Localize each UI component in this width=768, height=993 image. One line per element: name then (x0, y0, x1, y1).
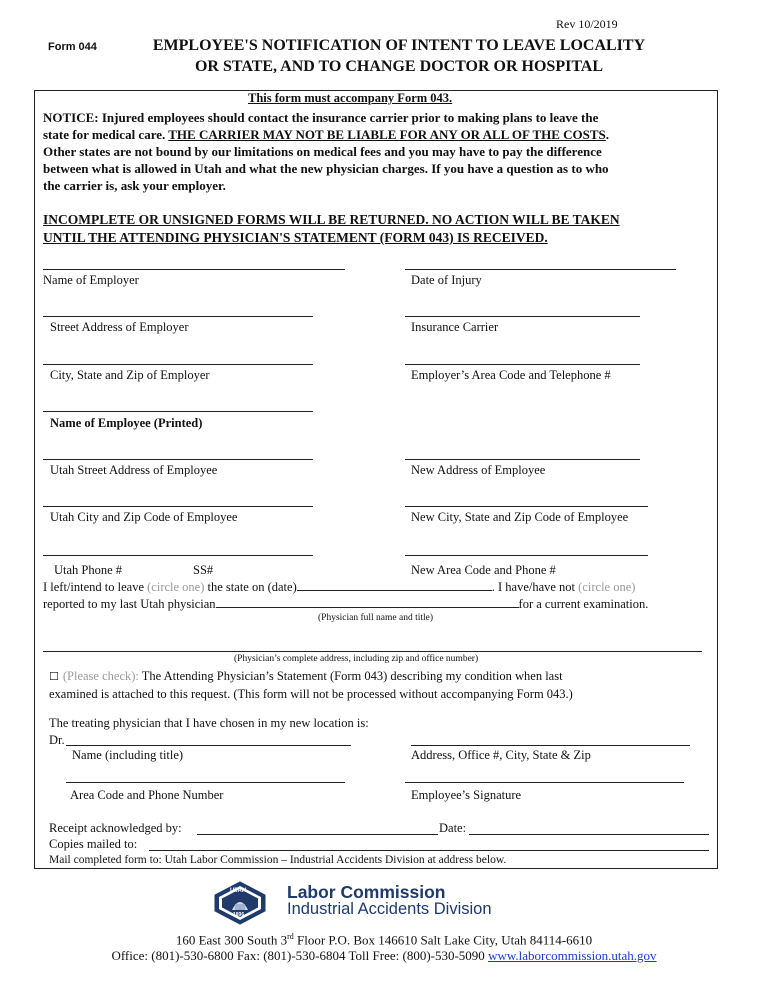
employer-name-field[interactable] (43, 269, 345, 270)
ss-label: SS# (193, 563, 214, 577)
please-check-checkbox[interactable]: ☐ (49, 670, 59, 683)
org-name: Labor Commission (287, 882, 446, 902)
revision-label: Rev 10/2019 (556, 17, 618, 31)
date-label: Date: (439, 821, 467, 835)
physician-name-caption: (Physician full name and title) (318, 613, 434, 623)
receipt-date-field[interactable] (469, 834, 709, 835)
new-phone-label: New Area Code and Phone # (411, 563, 556, 577)
utah-city-field[interactable] (43, 506, 313, 507)
receipt-label: Receipt acknowledged by: (49, 821, 182, 835)
notice-line-4: between what is allowed in Utah and what the new physician charges. If you have a question as to who (43, 161, 609, 176)
new-address-field[interactable] (405, 459, 640, 460)
new-physician-address-field[interactable] (411, 745, 690, 746)
area-code-phone-label: Area Code and Phone Number (70, 788, 224, 802)
last-physician-field[interactable] (216, 596, 519, 608)
employee-name-field[interactable] (43, 411, 313, 412)
reported-statement: reported to my last Utah physician for a current examination. (43, 597, 649, 611)
utah-phone-field[interactable] (43, 555, 313, 556)
utah-city-label: Utah City and Zip Code of Employee (50, 510, 238, 524)
utah-phone-label: Utah Phone # (54, 563, 123, 577)
notice-line-3: Other states are not bound by our limitations on medical fees and you may have to pay the difference (43, 144, 602, 159)
must-accompany-note: This form must accompany Form 043. (248, 91, 453, 105)
warning-line-1: INCOMPLETE OR UNSIGNED FORMS WILL BE RETURNED. NO ACTION WILL BE TAKEN (43, 212, 620, 227)
dr-prefix: Dr. (49, 733, 65, 747)
form-number: Form 044 (48, 41, 97, 53)
new-physician-name-field[interactable] (66, 745, 351, 746)
leave-statement: I left/intend to leave (circle one) the state on (date) . I have/have not (circle one) (43, 580, 636, 594)
form-title-line2: OR STATE, AND TO CHANGE DOCTOR OR HOSPITAL (194, 58, 604, 75)
footer-address: 160 East 300 South 3rd Floor P.O. Box 146610 Salt Lake City, Utah 84114-6610 (175, 932, 593, 948)
leave-date-field[interactable] (297, 579, 492, 591)
circle-one-hint: (circle one) (147, 580, 205, 594)
treating-physician-text: The treating physician that I have chosen in my new location is: (49, 716, 369, 730)
employer-city-field[interactable] (43, 364, 313, 365)
employer-phone-field[interactable] (405, 364, 640, 365)
copies-label: Copies mailed to: (49, 837, 138, 851)
utah-street-field[interactable] (43, 459, 313, 460)
form-title-line1: EMPLOYEE'S NOTIFICATION OF INTENT TO LEAVE LOCALITY (152, 37, 646, 54)
notice-line-5: the carrier is, ask your employer. (43, 178, 226, 193)
physician-address-caption: (Physician’s complete address, including zip and office number) (234, 654, 479, 664)
new-address-label: New Address of Employee (411, 463, 546, 477)
employer-city-label: City, State and Zip of Employer (50, 368, 210, 382)
employee-signature-field[interactable] (405, 782, 684, 783)
seal-text-top: UTAH (230, 888, 247, 894)
utah-street-label: Utah Street Address of Employee (50, 463, 218, 477)
employee-signature-label: Employee’s Signature (411, 788, 522, 802)
warning-line-2: UNTIL THE ATTENDING PHYSICIAN'S STATEMENT (FORM 043) IS RECEIVED. (43, 230, 548, 245)
attending-statement-line1: ☐ (Please check): The Attending Physician’s Statement (Form 043) describing my condition when last (49, 669, 563, 683)
utah-seal-icon (212, 880, 268, 926)
date-of-injury-label: Date of Injury (411, 273, 482, 287)
insurance-carrier-field[interactable] (405, 316, 640, 317)
copies-field[interactable] (149, 850, 709, 851)
employee-name-label: Name of Employee (Printed) (50, 416, 203, 430)
attending-statement-line2: examined is attached to this request. (This form will not be processed without accompanying Form 043.) (49, 687, 573, 701)
seal-text-bottom: 1896 (233, 912, 245, 918)
footer-phones: Office: (801)-530-6800 Fax: (801)-530-6804 Toll Free: (800)-530-5090 www.laborcommission.utah.gov (111, 948, 657, 963)
website-link[interactable]: www.laborcommission.utah.gov (488, 948, 657, 963)
mail-instructions: Mail completed form to: Utah Labor Commission – Industrial Accidents Division at address below. (49, 854, 507, 866)
insurance-carrier-label: Insurance Carrier (411, 320, 499, 334)
name-including-title-label: Name (including title) (72, 748, 184, 762)
address-office-label: Address, Office #, City, State & Zip (411, 748, 591, 762)
receipt-field[interactable] (197, 834, 438, 835)
physician-address-field[interactable] (43, 651, 702, 652)
new-city-field[interactable] (405, 506, 648, 507)
employer-street-label: Street Address of Employer (50, 320, 189, 334)
org-division: Industrial Accidents Division (287, 900, 492, 918)
new-city-label: New City, State and Zip Code of Employee (411, 510, 629, 524)
new-phone-field[interactable] (405, 555, 648, 556)
employer-phone-label: Employer’s Area Code and Telephone # (411, 368, 611, 382)
date-of-injury-field[interactable] (405, 269, 676, 270)
notice-line-2: state for medical care. THE CARRIER MAY NOT BE LIABLE FOR ANY OR ALL OF THE COSTS. (43, 127, 610, 142)
notice-line-1: NOTICE: Injured employees should contact the insurance carrier prior to making plans to leave the (43, 110, 599, 125)
new-physician-phone-field[interactable] (66, 782, 345, 783)
circle-one-hint-2: (circle one) (578, 580, 636, 594)
employer-street-field[interactable] (43, 316, 313, 317)
employer-name-label: Name of Employer (43, 273, 139, 287)
carrier-liability-warning: THE CARRIER MAY NOT BE LIABLE FOR ANY OR ALL OF THE COSTS (168, 127, 606, 142)
